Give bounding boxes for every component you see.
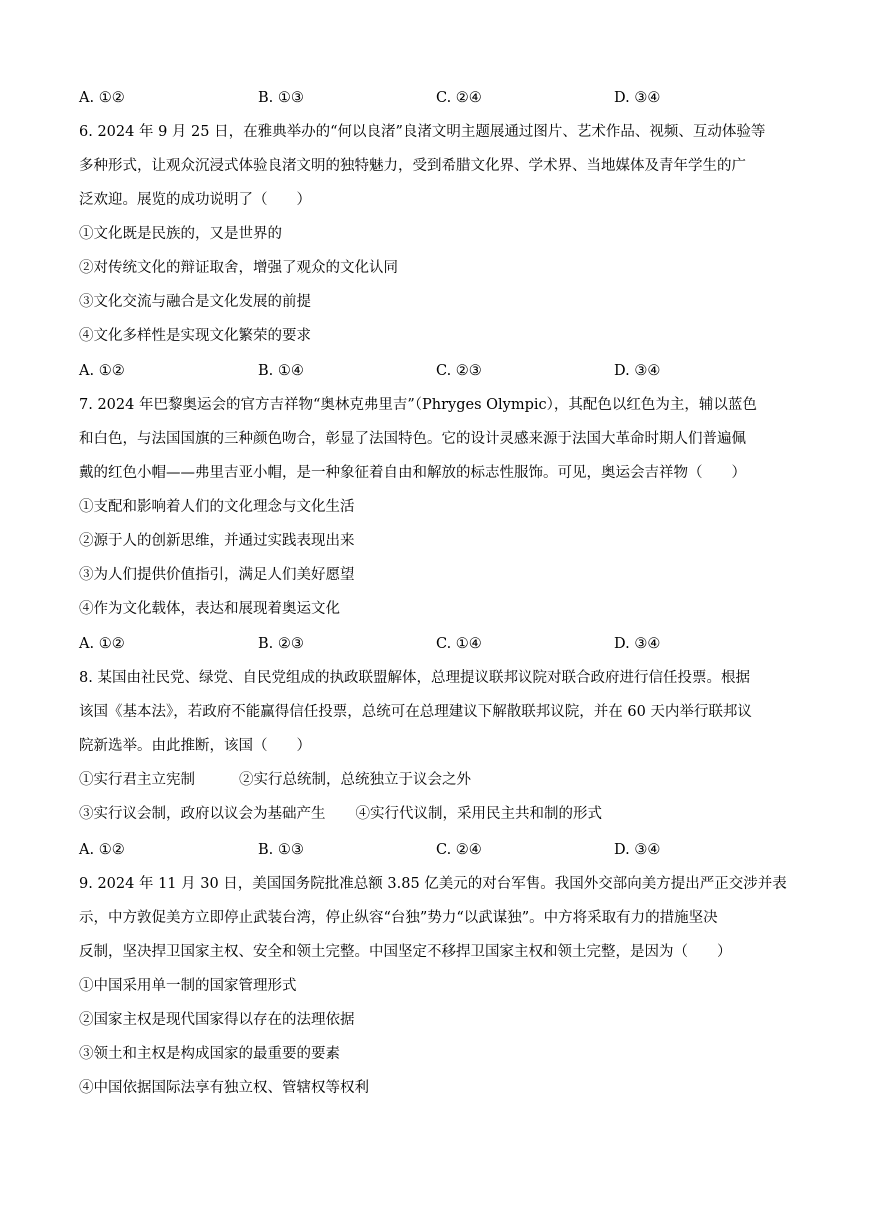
q6-stem-line-2: 多种形式，让观众沉浸式体验良渚文明的独特魅力，受到希腊文化界、学术界、当地媒体及青年学生的广 bbox=[79, 158, 746, 174]
q6-option-b: B. ①④ bbox=[258, 363, 304, 379]
q8-stem-line-1: 8. 某国由社民党、绿党、自民党组成的执政联盟解体，总理提议联邦议院对联合政府进行信任投票。根据 bbox=[79, 670, 750, 686]
q7-stem-line-3: 戴的红色小帽——弗里吉亚小帽，是一种象征着自由和解放的标志性服饰。可见，奥运会吉祥物（ ） bbox=[79, 465, 746, 481]
q8-option-d: D. ③④ bbox=[614, 842, 661, 858]
q6-item-3: ③文化交流与融合是文化发展的前提 bbox=[79, 294, 311, 310]
q6-stem-line-3: 泛欢迎。展览的成功说明了（ ） bbox=[79, 192, 311, 208]
q9-item-4: ④中国依据国际法享有独立权、管辖权等权利 bbox=[79, 1080, 369, 1096]
q7-option-c: C. ①④ bbox=[436, 636, 482, 652]
q5-option-b: B. ①③ bbox=[258, 90, 304, 106]
q6-option-c: C. ②③ bbox=[436, 363, 482, 379]
q5-option-c: C. ②④ bbox=[436, 90, 482, 106]
q9-item-3: ③领土和主权是构成国家的最重要的要素 bbox=[79, 1046, 340, 1062]
q9-stem-line-2: 示，中方敦促美方立即停止武装台湾，停止纵容“台独”势力“以武谋独”。中方将采取有力的措施坚决 bbox=[79, 910, 718, 926]
q7-item-2: ②源于人的创新思维，并通过实践表现出来 bbox=[79, 533, 355, 549]
q6-option-d: D. ③④ bbox=[614, 363, 661, 379]
q8-item-1: ①实行君主立宪制 bbox=[79, 772, 195, 788]
q9-item-1: ①中国采用单一制的国家管理形式 bbox=[79, 978, 297, 994]
q8-stem-line-3: 院新选举。由此推断，该国（ ） bbox=[79, 738, 311, 754]
q8-stem-line-2: 该国《基本法》，若政府不能赢得信任投票，总统可在总理建议下解散联邦议院，并在 60 天内举行联邦议 bbox=[79, 704, 752, 720]
q8-item-3: ③实行议会制，政府以议会为基础产生 bbox=[79, 806, 326, 822]
q7-option-a: A. ①② bbox=[79, 636, 125, 652]
q7-stem-line-1: 7. 2024 年巴黎奥运会的官方吉祥物“奥林克弗里吉”（Phryges Olympic），其配色以红色为主，辅以蓝色 bbox=[79, 397, 757, 413]
q6-item-4: ④文化多样性是实现文化繁荣的要求 bbox=[79, 328, 311, 344]
q7-option-b: B. ②③ bbox=[258, 636, 304, 652]
q8-option-b: B. ①③ bbox=[258, 842, 304, 858]
q9-item-2: ②国家主权是现代国家得以存在的法理依据 bbox=[79, 1012, 355, 1028]
q8-item-2: ②实行总统制，总统独立于议会之外 bbox=[239, 772, 471, 788]
q7-item-1: ①支配和影响着人们的文化理念与文化生活 bbox=[79, 499, 355, 515]
q7-item-3: ③为人们提供价值指引，满足人们美好愿望 bbox=[79, 567, 355, 583]
q6-option-a: A. ①② bbox=[79, 363, 125, 379]
q6-item-1: ①文化既是民族的，又是世界的 bbox=[79, 226, 282, 242]
q8-option-a: A. ①② bbox=[79, 842, 125, 858]
q7-option-d: D. ③④ bbox=[614, 636, 661, 652]
q7-item-4: ④作为文化载体，表达和展现着奥运文化 bbox=[79, 601, 340, 617]
q6-item-2: ②对传统文化的辩证取舍，增强了观众的文化认同 bbox=[79, 260, 398, 276]
q9-stem-line-1: 9. 2024 年 11 月 30 日，美国国务院批准总额 3.85 亿美元的对台军售。我国外交部向美方提出严正交涉并表 bbox=[79, 876, 787, 892]
q5-option-a: A. ①② bbox=[79, 90, 125, 106]
q6-stem-line-1: 6. 2024 年 9 月 25 日，在雅典举办的“何以良渚”良渚文明主题展通过图片、艺术作品、视频、互动体验等 bbox=[79, 124, 766, 140]
q8-item-4: ④实行代议制，采用民主共和制的形式 bbox=[355, 806, 602, 822]
q7-stem-line-2: 和白色，与法国国旗的三种颜色吻合，彰显了法国特色。它的设计灵感来源于法国大革命时期人们普遍佩 bbox=[79, 431, 746, 447]
q8-items-row-1 bbox=[79, 770, 471, 790]
q8-items-row-2 bbox=[79, 804, 602, 824]
q8-option-c: C. ②④ bbox=[436, 842, 482, 858]
q5-option-d: D. ③④ bbox=[614, 90, 661, 106]
q9-stem-line-3: 反制，坚决捍卫国家主权、安全和领土完整。中国坚定不移捍卫国家主权和领土完整，是因为（ ） bbox=[79, 944, 732, 960]
